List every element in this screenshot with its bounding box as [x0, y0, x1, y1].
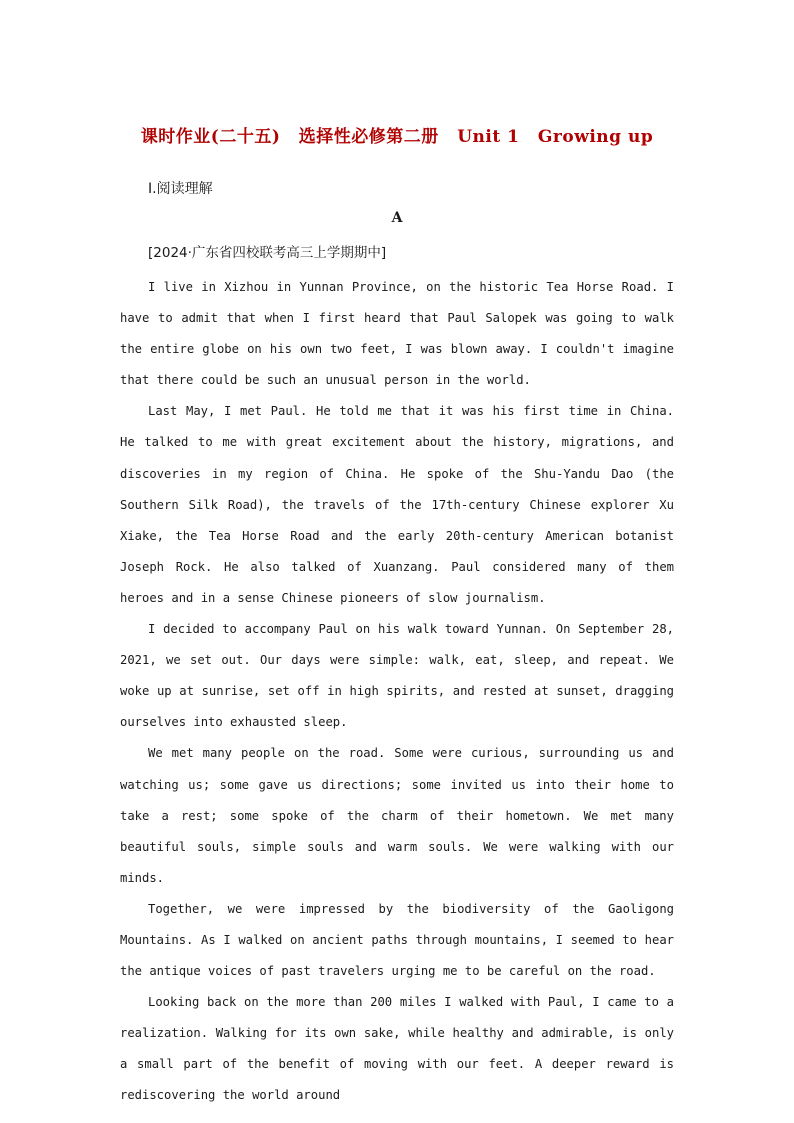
title-unit-name: Growing up	[537, 127, 654, 147]
paragraph: I decided to accompany Paul on his walk toward Yunnan. On September 28, 2021, we set out. Our days were simple: walk, eat, sleep, and repeat. We woke up at sunrise, set off in high spirits, and rested at sunset, dragging ourselves into exhausted sleep.	[120, 622, 674, 730]
paragraph: Looking back on the more than 200 miles I walked with Paul, I came to a realization. Walking for its own sake, while healthy and admirable, is only a small part of the benefit of moving with our feet. A deeper reward is rediscovering the world around	[120, 995, 674, 1103]
passage-source: [2024·广东省四校联考高三上学期期中]	[148, 245, 387, 261]
passage-body	[120, 272, 674, 1112]
paragraph: Together, we were impressed by the biodiversity of the Gaoligong Mountains. As I walked on ancient paths through mountains, I seemed to hear the antique voices of past travelers urging me to be careful on the road.	[120, 901, 674, 979]
passage-letter: A	[391, 210, 403, 226]
paragraph: Last May, I met Paul. He told me that it was his first time in China. He talked to me with great excitement about the history, migrations, and discoveries in my region of China. He spoke of the Shu-Yandu Dao (the Southern Silk Road), the travels of the 17th-century Chinese explorer Xu Xiake, the Tea Horse Road and the early 20th-century American botanist Joseph Rock. He also talked of Xuanzang. Paul considered many of them heroes and in a sense Chinese pioneers of slow journalism.	[120, 404, 674, 605]
section-heading: Ⅰ.阅读理解	[148, 181, 213, 197]
paragraph: I live in Xizhou in Yunnan Province, on the historic Tea Horse Road. I have to admit that when I first heard that Paul Salopek was going to walk the entire globe on his own two feet, I was blown away. I couldn't imagine that there could be such an unusual person in the world.	[120, 280, 674, 388]
page-title	[0, 122, 794, 147]
title-textbook: 选择性必修第二册	[298, 127, 439, 147]
title-homework-number: 课时作业(二十五)	[140, 127, 281, 147]
title-unit: Unit 1	[457, 127, 520, 147]
paragraph: We met many people on the road. Some were curious, surrounding us and watching us; some gave us directions; some invited us into their home to take a rest; some spoke of the charm of their hometown. We met many beautiful souls, simple souls and warm souls. We were walking with our minds.	[120, 746, 674, 885]
